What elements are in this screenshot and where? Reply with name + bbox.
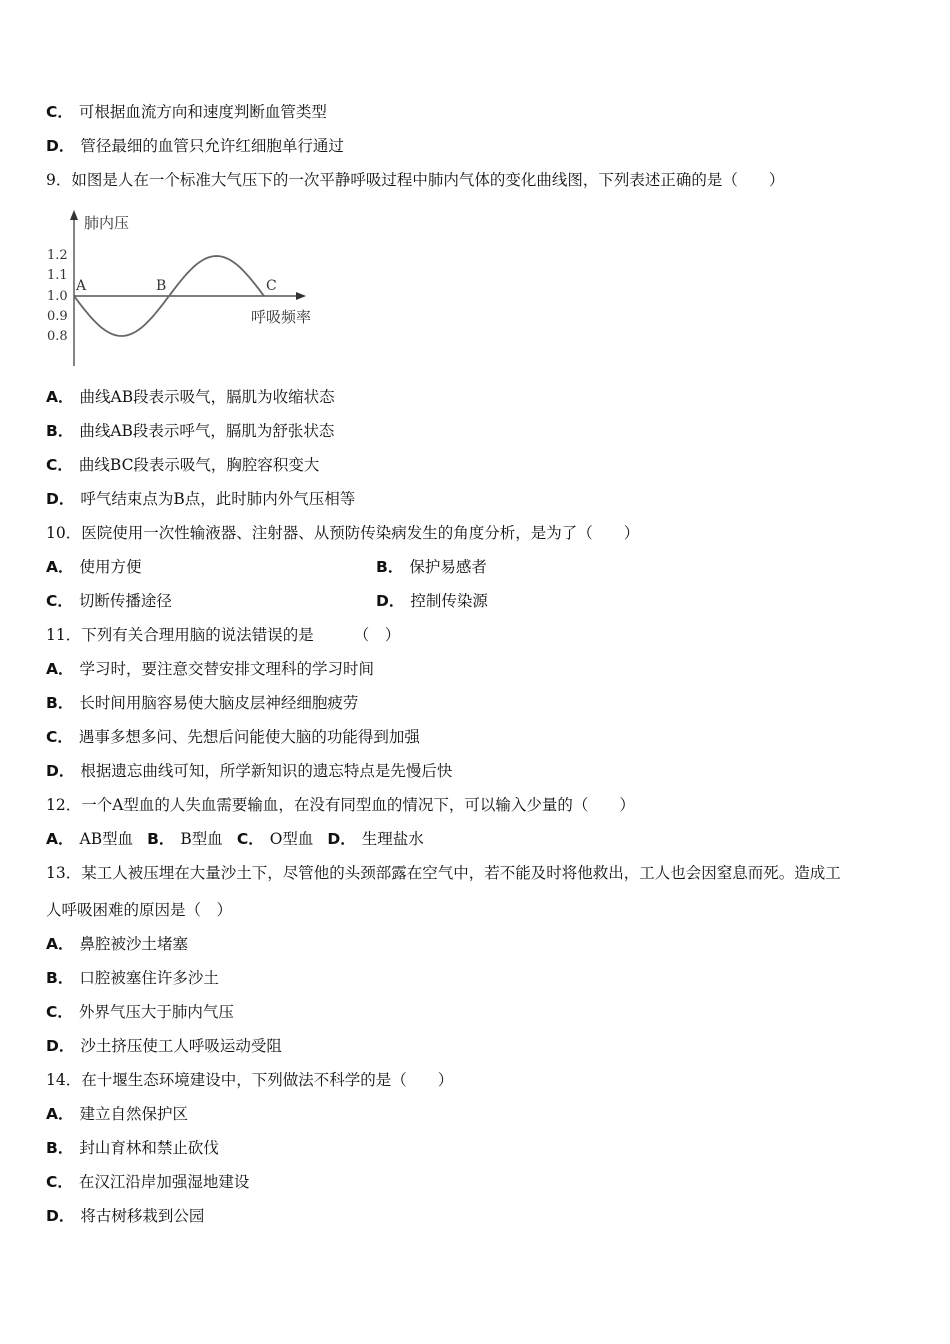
option-letter: D． <box>46 1037 75 1055</box>
q13-stem-line1: 13．某工人被压埋在大量沙土下，尽管他的头颈部露在空气中，若不能及时将他救出，工人也会因窒息而死。造成工 <box>46 864 841 882</box>
option-text: 曲线AB段表示吸气，膈肌为收缩状态 <box>79 388 335 406</box>
option-letter: C． <box>46 728 73 746</box>
q13-stem-line2: 人呼吸困难的原因是（ ） <box>46 901 233 919</box>
option-text: 沙土挤压使工人呼吸运动受阻 <box>80 1037 282 1055</box>
option-text: 管径最细的血管只允许红细胞单行通过 <box>80 137 344 155</box>
option-letter: C． <box>46 592 73 610</box>
q8-option-d <box>46 136 344 156</box>
q11-option-d <box>46 761 452 781</box>
option-text: 曲线BC段表示吸气，胸腔容积变大 <box>78 456 320 474</box>
option-letter: B． <box>46 1139 74 1157</box>
y-tick-label: 0.8 <box>47 329 68 344</box>
q12-options <box>46 829 438 849</box>
option-text: AB型血 <box>79 830 134 848</box>
option-letter: D． <box>46 137 75 155</box>
option-letter: C． <box>46 103 73 121</box>
point-label-a: A <box>76 278 87 294</box>
option-letter: D． <box>327 830 356 848</box>
q9-pressure-chart <box>44 206 344 374</box>
q12-option-b <box>147 830 223 848</box>
q13-option-c <box>46 1002 234 1022</box>
option-text: 口腔被塞住许多沙土 <box>79 969 219 987</box>
option-text: 保护易感者 <box>409 558 487 576</box>
option-letter: C． <box>46 1003 73 1021</box>
option-letter: B． <box>147 830 175 848</box>
option-letter: C． <box>236 830 264 848</box>
option-text: 可根据血流方向和速度判断血管类型 <box>78 103 327 121</box>
q11-stem <box>46 625 400 645</box>
q8-option-c <box>46 102 327 122</box>
option-text: 曲线AB段表示呼气，膈肌为舒张状态 <box>79 422 335 440</box>
option-text: B型血 <box>180 830 223 848</box>
q13-option-d <box>46 1036 282 1056</box>
option-text: 控制传染源 <box>410 592 488 610</box>
q10-stem: 10．医院使用一次性输液器、注射器、从预防传染病发生的角度分析，是为了（ ） <box>46 524 640 542</box>
q11-option-a <box>46 659 374 679</box>
q10-option-c <box>46 591 172 611</box>
option-letter: A． <box>46 660 74 678</box>
option-letter: D． <box>46 762 75 780</box>
option-text: 建立自然保护区 <box>79 1105 189 1123</box>
option-letter: A． <box>46 830 74 848</box>
q13-option-a <box>46 934 188 954</box>
q12-option-c <box>237 830 314 848</box>
option-letter: B． <box>46 694 74 712</box>
y-axis-arrow <box>70 210 78 220</box>
option-text: 外界气压大于肺内气压 <box>78 1003 234 1021</box>
y-tick-label: 1.0 <box>47 289 68 304</box>
option-text: 在汉江沿岸加强湿地建设 <box>78 1173 250 1191</box>
q13-option-b <box>46 968 219 988</box>
option-text: 切断传播途径 <box>78 592 172 610</box>
q12-option-a <box>46 830 133 848</box>
q11-option-c <box>46 727 420 747</box>
option-letter: A． <box>46 935 74 953</box>
q11-paren: （ ） <box>353 626 401 644</box>
option-text: 根据遗忘曲线可知，所学新知识的遗忘特点是先慢后快 <box>80 762 453 780</box>
q9-option-a <box>46 387 335 407</box>
q11-stem-text: 11．下列有关合理用脑的说法错误的是 <box>46 626 314 644</box>
q9-option-b <box>46 421 334 441</box>
q14-option-d <box>46 1206 204 1226</box>
q14-stem: 14．在十堰生态环境建设中，下列做法不科学的是（ ） <box>46 1071 454 1089</box>
option-letter: A． <box>46 388 74 406</box>
q10-option-b <box>376 557 487 577</box>
x-axis-arrow <box>296 292 306 300</box>
q9-option-c <box>46 455 319 475</box>
q9-option-d <box>46 489 355 509</box>
option-letter: D． <box>376 592 405 610</box>
q12-option-d <box>327 830 423 848</box>
option-text: 学习时，要注意交替安排文理科的学习时间 <box>79 660 375 678</box>
option-text: 封山育林和禁止砍伐 <box>79 1139 219 1157</box>
option-letter: A． <box>46 1105 74 1123</box>
option-text: 使用方便 <box>79 558 142 576</box>
option-text: 呼气结束点为B点，此时肺内外气压相等 <box>80 490 356 508</box>
option-letter: B． <box>376 558 404 576</box>
y-tick-label: 0.9 <box>47 309 68 324</box>
option-text: 生理盐水 <box>361 830 424 848</box>
option-text: 长时间用脑容易使大脑皮层神经细胞疲劳 <box>79 694 359 712</box>
point-label-c: C <box>266 278 277 294</box>
option-letter: D． <box>46 1207 75 1225</box>
q10-option-d <box>376 591 488 611</box>
q9-stem: 9．如图是人在一个标准大气压下的一次平静呼吸过程中肺内气体的变化曲线图，下列表述正确的是（ ） <box>46 171 785 189</box>
option-letter: C． <box>46 456 73 474</box>
y-tick-label: 1.1 <box>47 268 68 283</box>
q12-stem: 12．一个A型血的人失血需要输血，在没有同型血的情况下，可以输入少量的（ ） <box>46 796 635 814</box>
q14-option-a <box>46 1104 188 1124</box>
option-letter: A． <box>46 558 74 576</box>
y-axis-label: 肺内压 <box>84 214 130 232</box>
option-letter: B． <box>46 969 74 987</box>
option-text: 鼻腔被沙土堵塞 <box>79 935 189 953</box>
option-letter: B． <box>46 422 74 440</box>
y-tick-label: 1.2 <box>47 248 68 263</box>
option-letter: D． <box>46 490 75 508</box>
option-text: 将古树移栽到公园 <box>80 1207 205 1225</box>
q11-option-b <box>46 693 358 713</box>
option-text: O型血 <box>269 830 314 848</box>
option-text: 遇事多想多问、先想后问能使大脑的功能得到加强 <box>78 728 420 746</box>
q14-option-c <box>46 1172 249 1192</box>
point-label-b: B <box>156 278 167 294</box>
q14-option-b <box>46 1138 219 1158</box>
option-letter: C． <box>46 1173 73 1191</box>
x-axis-label: 呼吸频率 <box>251 308 312 326</box>
q10-option-a <box>46 557 142 577</box>
